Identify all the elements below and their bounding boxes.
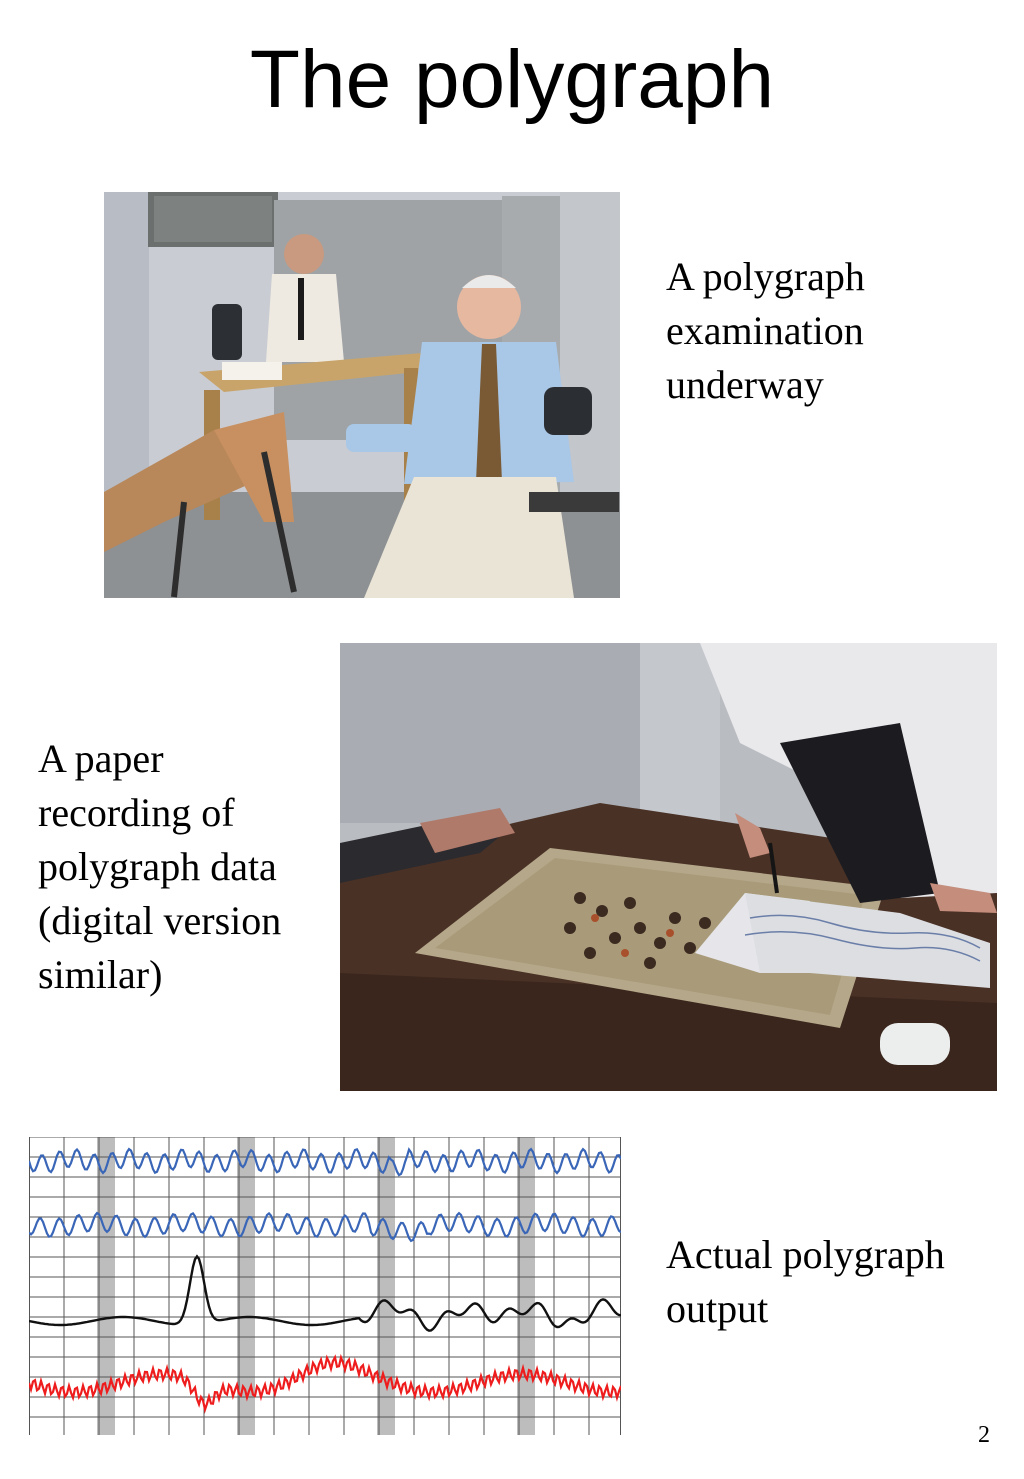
slide-title: The polygraph xyxy=(249,34,775,125)
paper-recording-photo xyxy=(340,643,997,1091)
caption-examination: A polygraph examination underway xyxy=(666,254,865,407)
polygraph-output-image xyxy=(29,1137,621,1435)
examination-photo xyxy=(104,192,620,598)
caption-paper-recording: A paper recording of polygraph data (digital version similar) xyxy=(38,736,282,997)
caption-actual-output: Actual polygraph output xyxy=(666,1232,945,1331)
page-number: 2 xyxy=(978,1422,990,1448)
